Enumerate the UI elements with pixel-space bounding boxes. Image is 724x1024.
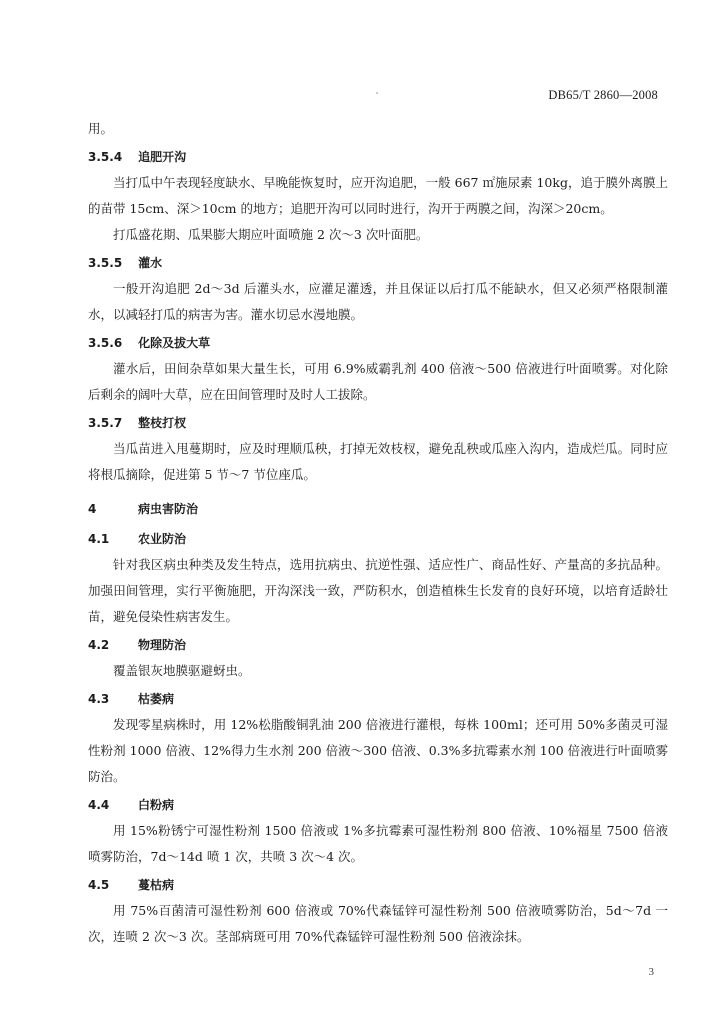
section-heading (88, 874, 668, 896)
section-title: 物理防治 (138, 638, 187, 652)
section-heading (88, 252, 668, 274)
section-title: 蔓枯病 (138, 878, 175, 892)
section-title: 农业防治 (138, 532, 187, 546)
section-number: 4.5 (88, 878, 110, 892)
body-paragraph: 用。 (88, 121, 114, 136)
body-paragraph: 覆盖银灰地膜驱避蚜虫。 (113, 663, 251, 678)
section-heading (88, 688, 668, 710)
section-heading (88, 332, 668, 354)
section-number: 4 (88, 502, 97, 516)
body-paragraph: 用 15%粉锈宁可湿性粉剂 1500 倍液或 1%多抗霉素可湿性粉剂 800 倍液、10%福星 7500 倍液喷雾防治，7d～14d 喷 1 次，共喷 3 次～4 次。 (88, 823, 668, 864)
section-title: 白粉病 (138, 798, 175, 812)
section-number: 3.5.6 (88, 336, 123, 350)
body-paragraph: 当瓜苗进入甩蔓期时，应及时理顺瓜秧，打掉无效枝杈，避免乱秧或瓜座入沟内，造成烂瓜。同时应将根瓜摘除，促进第 5 节～7 节位座瓜。 (88, 441, 668, 482)
section-number: 4.3 (88, 692, 110, 706)
section-number: 3.5.4 (88, 150, 123, 164)
section-title: 追肥开沟 (138, 150, 187, 164)
body-paragraph: 打瓜盛花期、瓜果膨大期应叶面喷施 2 次～3 次叶面肥。 (113, 227, 429, 242)
body-paragraph: 一般开沟追肥 2d～3d 后灌头水，应灌足灌透，并且保证以后打瓜不能缺水，但又必须严格限制灌水，以减轻打瓜的病害为害。灌水切忌水漫地膜。 (88, 281, 668, 322)
body-paragraph: 当打瓜中午表现轻度缺水、早晚能恢复时，应开沟追肥，一般 667 ㎡施尿素 10kg，追于膜外离膜上的苗带 15cm、深＞10cm 的地方；追肥开沟可以同时进行，沟开于两膜之间，沟深＞20cm。 (88, 175, 668, 216)
body-paragraph: 发现零星病株时，用 12%松脂酸铜乳油 200 倍液进行灌根，每株 100ml；还可用 50%多菌灵可湿性粉剂 1000 倍液、12%得力生水剂 200 倍液～300 倍液、0.3%多抗霉素水剂 100 倍液进行叶面喷雾防治。 (88, 717, 668, 784)
body-paragraph: 灌水后，田间杂草如果大量生长，可用 6.9%威霸乳剂 400 倍液～500 倍液进行叶面喷雾。对化除后剩余的阔叶大草，应在田间管理时及时人工拔除。 (88, 361, 668, 402)
section-number: 4.4 (88, 798, 110, 812)
section-number: 4.1 (88, 532, 110, 546)
section-heading (88, 634, 668, 656)
section-title: 病虫害防治 (138, 502, 199, 516)
section-heading (88, 498, 668, 520)
section-title: 化除及拔大草 (138, 336, 211, 350)
document-body (88, 116, 668, 950)
section-title: 枯萎病 (138, 692, 175, 706)
section-number: 3.5.5 (88, 256, 123, 270)
section-heading (88, 412, 668, 434)
section-heading (88, 146, 668, 168)
body-paragraph: 用 75%百菌清可湿性粉剂 600 倍液或 70%代森锰锌可湿性粉剂 500 倍液喷雾防治，5d～7d 一次，连喷 2 次～3 次。茎部病斑可用 70%代森锰锌可湿性粉剂 500 倍液涂抹。 (88, 903, 668, 944)
section-number: 3.5.7 (88, 416, 123, 430)
section-heading (88, 794, 668, 816)
section-title: 灌水 (138, 256, 163, 270)
section-heading (88, 528, 668, 550)
section-title: 整枝打杈 (138, 416, 187, 430)
scan-speck (376, 92, 378, 94)
section-number: 4.2 (88, 638, 110, 652)
page-number: 3 (648, 966, 654, 978)
body-paragraph: 针对我区病虫种类及发生特点，选用抗病虫、抗逆性强、适应性广、商品性好、产量高的多抗品种。加强田间管理，实行平衡施肥，开沟深浅一致，严防积水，创造植株生长发育的良好环境，以培育适龄壮苗，避免侵染性病害发生。 (88, 557, 668, 624)
document-code-header: DB65/T 2860—2008 (548, 88, 658, 102)
